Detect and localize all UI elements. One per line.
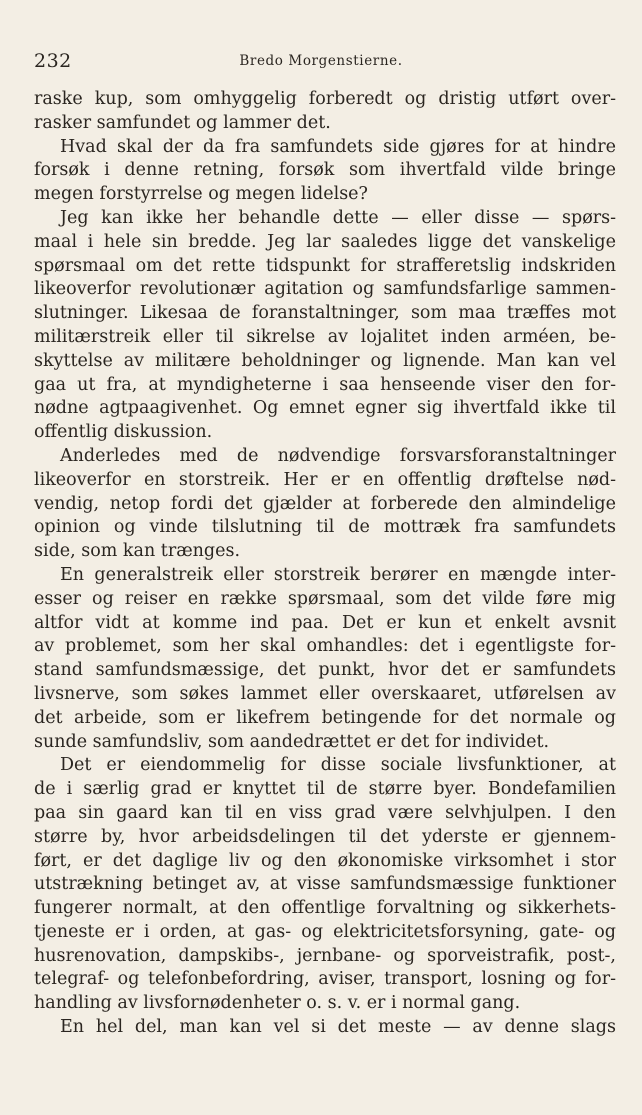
text-line: sunde samfundsliv, som aandedrættet er det for individet. [34, 731, 550, 752]
text-line: esser og reiser en række spørsmaal, som det vilde føre mig [34, 588, 616, 609]
text-line: Det er eiendommelig for disse sociale livsfunktioner, at [60, 755, 616, 776]
text-line: opinion og vinde tilslutning til de mottræk fra samfundets [34, 517, 616, 538]
text-line: maal i hele sin bredde. Jeg lar saaledes ligge det vanskelige [34, 231, 616, 252]
text-line: fungerer normalt, at den offentlige forvaltning og sikkerhets- [34, 898, 616, 919]
text-line: av problemet, som her skal omhandles: det i egentligste for- [34, 636, 616, 657]
text-line: rasker samfundet og lammer det. [34, 112, 331, 133]
text-line: Jeg kan ikke her behandle dette — eller disse — spørs- [60, 207, 616, 228]
text-line: nødne agtpaagivenhet. Og emnet egner sig ihvertfald ikke til [34, 398, 616, 419]
text-line: altfor vidt at komme ind paa. Det er kun et enkelt avsnit [34, 612, 616, 633]
text-line: ført, er det daglige liv og den økonomiske virksomhet i stor [34, 850, 616, 871]
text-line: livsnerve, som søkes lammet eller overskaaret, utførelsen av [34, 683, 616, 704]
text-line: side, som kan trænges. [34, 541, 241, 562]
body-text [34, 88, 616, 1040]
text-line: Hvad skal der da fra samfundets side gjøres for at hindre [60, 136, 616, 157]
text-line: større by, hvor arbeidsdelingen til det yderste er gjennem- [34, 826, 616, 847]
running-title: Bredo Morgenstierne. [239, 53, 403, 69]
text-line: tjeneste er i orden, at gas- og elektricitetsforsyning, gate- og [34, 921, 616, 942]
text-line: handling av livsfornødenheter o. s. v. er i normal gang. [34, 993, 521, 1014]
page-header [34, 50, 608, 74]
text-line: slutninger. Likesaa de foranstaltninger, som maa træffes mot [34, 303, 616, 324]
text-line: de i særlig grad er knyttet til de større byer. Bondefamilien [34, 779, 616, 800]
text-line: det arbeide, som er likefrem betingende for det normale og [34, 707, 616, 728]
text-line: likeoverfor en storstreik. Her er en offentlig drøftelse nød- [34, 469, 616, 490]
page-number: 232 [34, 50, 72, 72]
text-line: spørsmaal om det rette tidspunkt for strafferetslig indskriden [34, 255, 616, 276]
text-line: Anderledes med de nødvendige forsvarsforanstaltninger [60, 445, 616, 466]
text-line: vendig, netop fordi det gjælder at forberede den almindelige [34, 493, 616, 514]
text-line: paa sin gaard kan til en viss grad være selvhjulpen. I den [34, 802, 616, 823]
text-line: telegraf- og telefonbefordring, aviser, transport, losning og for- [34, 969, 616, 990]
text-line: En generalstreik eller storstreik berører en mængde inter- [60, 564, 616, 585]
text-line: militærstreik eller til sikrelse av lojalitet inden arméen, be- [34, 326, 616, 347]
text-line: gaa ut fra, at myndigheterne i saa henseende viser den for- [34, 374, 616, 395]
text-line: stand samfundsmæssige, det punkt, hvor det er samfundets [34, 660, 616, 681]
text-line: raske kup, som omhyggelig forberedt og dristig utført over- [34, 89, 616, 109]
text-line: megen forstyrrelse og megen lidelse? [34, 184, 368, 205]
text-line: husrenovation, dampskibs-, jernbane- og sporveistrafik, post-, [34, 945, 616, 966]
text-line: En hel del, man kan vel si det meste — av denne slags [60, 1017, 616, 1038]
text-line: utstrækning betinget av, at visse samfundsmæssige funktioner [34, 874, 616, 895]
text-line: skyttelse av militære beholdninger og lignende. Man kan vel [34, 350, 616, 371]
text-line: likeoverfor revolutionær agitation og samfundsfarlige sammen- [34, 279, 616, 300]
text-line: offentlig diskussion. [34, 422, 213, 443]
text-line: forsøk i denne retning, forsøk som ihvertfald vilde bringe [34, 160, 616, 181]
